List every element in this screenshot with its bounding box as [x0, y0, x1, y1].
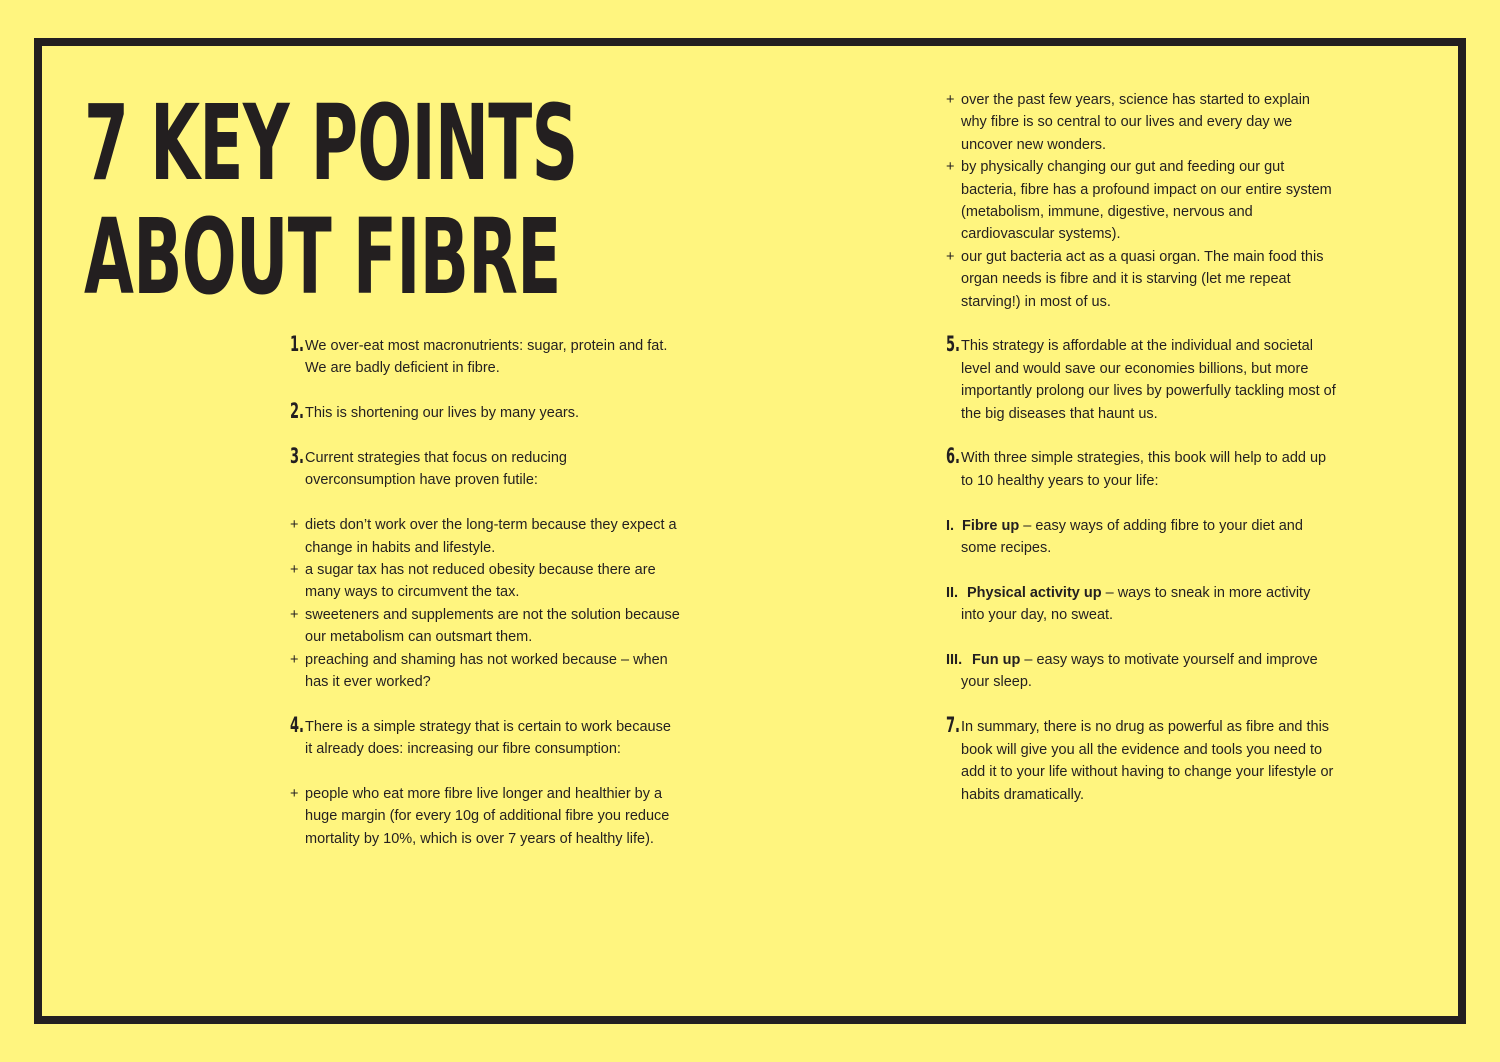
bullet-plus: + — [290, 786, 299, 803]
point-text: This is shortening our lives by many years. — [305, 405, 579, 422]
title-line-2: ABOUT FIBRE — [84, 196, 561, 318]
strategy-numeral: II. — [946, 584, 959, 601]
point-number: 6. — [946, 444, 961, 469]
point-7 — [946, 713, 1336, 806]
bullet-item — [290, 604, 680, 649]
bullet-plus: + — [290, 517, 299, 534]
strategy-fibre-up — [946, 515, 1336, 560]
bullet-plus: + — [290, 651, 299, 668]
point-number: 4. — [290, 712, 305, 737]
strategy-numeral: III. — [946, 652, 963, 669]
bullet-text: preaching and shaming has not worked because – when has it ever worked? — [305, 651, 668, 691]
strategy-text: – easy ways to motivate yourself and improve your sleep. — [961, 652, 1318, 691]
strategy-name: Physical activity up — [967, 584, 1102, 601]
bullet-text: diets don’t work over the long-term because they expect a change in habits and lifestyle. — [305, 517, 677, 556]
bullet-item — [946, 156, 1336, 246]
bullet-plus: + — [946, 159, 955, 176]
bullet-plus: + — [290, 562, 299, 579]
point-number: 2. — [290, 399, 305, 424]
point-number: 1. — [290, 332, 305, 356]
bullet-text: our gut bacteria act as a quasi organ. The main food this organ needs is fibre and it is starving (let me repeat starving!) in most of us. — [961, 248, 1324, 310]
point-number: 7. — [946, 713, 961, 738]
bullet-plus: + — [946, 92, 955, 108]
point-1 — [290, 332, 680, 380]
bullet-text: people who eat more fibre live longer and healthier by a huge margin (for every 10g of additional fibre you reduce mortality by 10%, which is over 7 years of healthy life). — [305, 786, 670, 847]
bullet-item — [290, 649, 680, 694]
point-text: With three simple strategies, this book will help to add up to 10 healthy years to your life: — [961, 450, 1327, 489]
point-6 — [946, 444, 1336, 492]
bullet-plus: + — [290, 606, 299, 623]
point-text: There is a simple strategy that is certain to work because it already does: increasing our fibre consumption: — [305, 718, 671, 758]
page-title — [84, 82, 578, 318]
strategy-fun-up — [946, 649, 1336, 694]
strategy-text: – easy ways of adding fibre to your diet and some recipes. — [961, 517, 1303, 557]
bullet-item — [946, 246, 1336, 313]
bullet-item — [290, 514, 680, 559]
bullet-text: a sugar tax has not reduced obesity because there are many ways to circumvent the tax. — [305, 562, 656, 601]
point-text: We over-eat most macronutrients: sugar, protein and fat. We are badly deficient in fibre. — [305, 338, 668, 377]
strategy-text: – ways to sneak in more activity into your day, no sweat. — [961, 584, 1311, 624]
point-number: 5. — [946, 332, 961, 357]
point-text: In summary, there is no drug as powerful as fibre and this book will give you all the evidence and tools you need to add it to your life without having to change your lifestyle or habits dramatically. — [961, 719, 1334, 803]
point-text: This strategy is affordable at the individual and societal level and would save our economies billions, but more importantly prolong our lives by powerfully tackling most of the big diseases that haunt us. — [961, 338, 1336, 422]
bullet-item — [946, 89, 1336, 156]
point-number: 3. — [290, 444, 305, 468]
point-text: Current strategies that focus on reducing overconsumption have proven futile: — [305, 450, 567, 489]
bullet-item — [290, 783, 680, 850]
strategy-name: Fibre up — [962, 517, 1020, 534]
bullet-plus: + — [946, 248, 955, 265]
strategy-numeral: I. — [946, 517, 955, 534]
point-5 — [946, 332, 1336, 425]
left-column — [290, 332, 680, 850]
right-column — [946, 89, 1336, 806]
strategy-physical-activity-up — [946, 582, 1336, 627]
bullet-text: sweeteners and supplements are not the solution because our metabolism can outsmart them. — [305, 606, 680, 646]
bullet-item — [290, 559, 680, 604]
point-4 — [290, 712, 680, 761]
point-2 — [290, 399, 680, 424]
title-line-1: 7 KEY POINTS — [84, 82, 578, 204]
strategy-name: Fun up — [972, 652, 1021, 669]
point-3 — [290, 444, 680, 492]
bullet-text: over the past few years, science has started to explain why fibre is so central to our lives and every day we uncover new wonders. — [961, 92, 1310, 153]
bullet-text: by physically changing our gut and feeding our gut bacteria, fibre has a profound impact on our entire system (metabolism, immune, digestive, nervous and cardiovascular systems). — [961, 159, 1332, 243]
